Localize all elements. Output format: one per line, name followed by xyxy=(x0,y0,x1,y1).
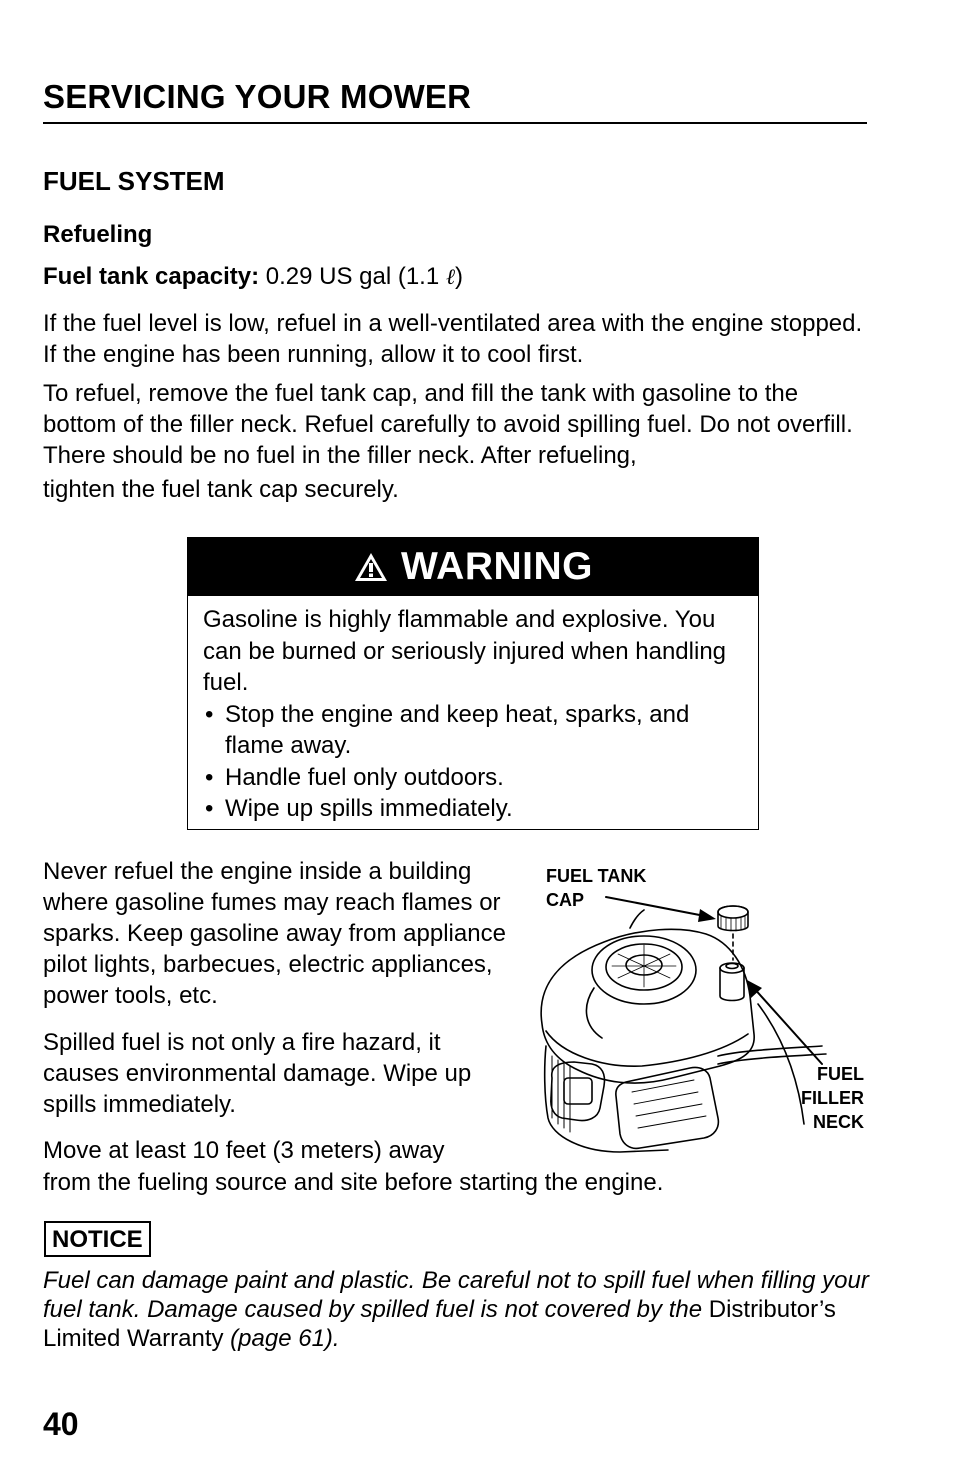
liter-symbol: ℓ xyxy=(445,265,456,290)
warning-bullet: • Handle fuel only outdoors. xyxy=(203,762,748,794)
paragraph-spilled-fuel: Spilled fuel is not only a fire hazard, it causes environmental damage. Wipe up spills immediately. xyxy=(43,1029,472,1118)
notice-text-warranty: Distributor’s Limited Warranty xyxy=(43,1296,836,1352)
fuel-filler-neck-label-line2: FILLER xyxy=(801,1088,864,1108)
fuel-filler-neck-label-line1: FUEL xyxy=(817,1064,864,1084)
warning-header xyxy=(188,538,758,596)
notice-text xyxy=(43,1266,883,1353)
paragraph-low-fuel: If the fuel level is low, refuel in a well-ventilated area with the engine stopped. If the engine has been running, allow it to cool first. xyxy=(43,310,863,368)
fuel-filler-neck-label xyxy=(801,1062,864,1134)
notice-text-italic: Fuel can damage paint and plastic. Be careful not to spill fuel when filling your fuel tank. Damage caused by spilled fuel is not covered by the xyxy=(43,1267,869,1323)
warning-intro: Gasoline is highly flammable and explosive. You can be burned or seriously injured when handling fuel. xyxy=(203,606,727,696)
engine-illustration xyxy=(522,856,872,1161)
paragraph-refuel-main: To refuel, remove the fuel tank cap, and fill the tank with gasoline to the bottom of the filler neck. Refuel carefully to avoid spilling fuel. Do not overfill. There should be no fuel in the filler neck. After refueling, xyxy=(43,380,853,469)
paragraph-move-away-1: Move at least 10 feet (3 meters) away xyxy=(43,1137,445,1164)
title-rule xyxy=(43,122,867,124)
warning-box xyxy=(187,537,759,830)
fuel-tank-cap-label xyxy=(546,864,646,912)
fuel-filler-neck-label-line3: NECK xyxy=(812,1112,864,1132)
warning-body xyxy=(203,604,748,825)
fuel-capacity-label: Fuel tank capacity: xyxy=(43,263,260,290)
sub-title: Refueling xyxy=(43,221,153,248)
notice-text-page-ref: (page 61). xyxy=(230,1325,340,1352)
warning-heading: WARNING xyxy=(401,545,593,588)
page-number: 40 xyxy=(43,1406,79,1442)
warning-bullet: • Stop the engine and keep heat, sparks, and flame away. xyxy=(203,699,748,762)
notice-label: NOTICE xyxy=(44,1221,151,1257)
warning-bullet: • Wipe up spills immediately. xyxy=(203,793,748,825)
fuel-capacity xyxy=(43,263,463,291)
fuel-tank-cap-label-line2: CAP xyxy=(546,890,585,910)
section-title: FUEL SYSTEM xyxy=(43,166,225,196)
fuel-capacity-close: ) xyxy=(455,263,464,290)
paragraph-never-refuel-inside: Never refuel the engine inside a building where gasoline fumes may reach flames or sparks. Keep gasoline away from appliance pilot lights, barbecues, electric appliances, power tools, etc. xyxy=(43,858,506,1009)
warning-list xyxy=(203,699,748,825)
fuel-tank-cap-label-line1: FUEL TANK xyxy=(546,866,647,886)
warning-triangle-icon xyxy=(353,551,389,583)
paragraph-move-away-2: from the fueling source and site before starting the engine. xyxy=(43,1169,664,1196)
fuel-capacity-value: 0.29 US gal (1.1 xyxy=(265,263,446,290)
arrow-head-cap xyxy=(698,909,716,922)
page-title: SERVICING YOUR MOWER xyxy=(43,78,472,115)
paragraph-refuel-steps xyxy=(43,378,873,505)
paragraph-refuel-last: tighten the fuel tank cap securely. xyxy=(43,476,399,503)
